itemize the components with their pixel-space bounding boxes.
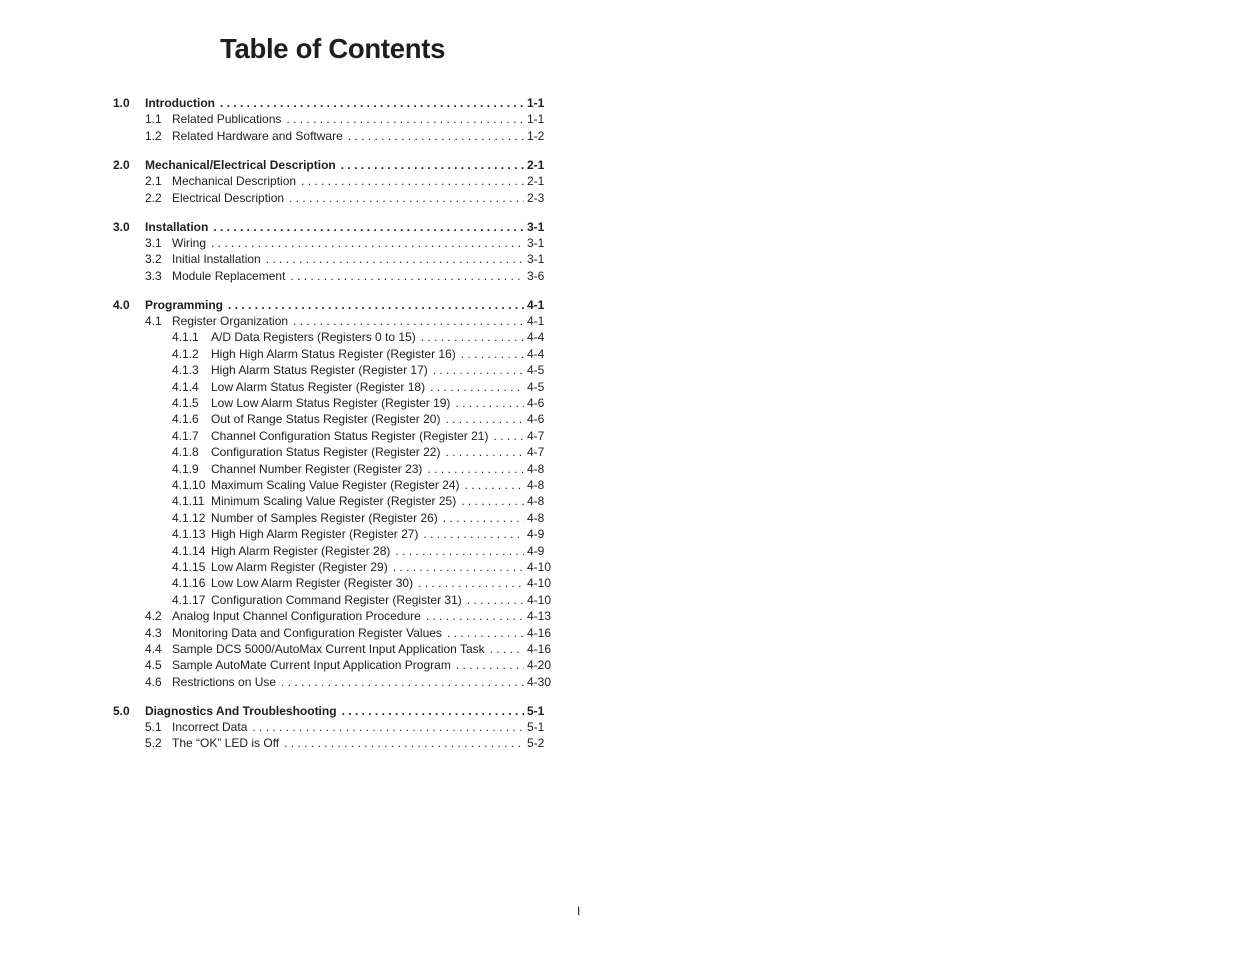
toc-subsubsection bbox=[113, 493, 553, 509]
toc-entry-number: 4.1.1 bbox=[172, 330, 199, 345]
toc-entry-page: 4-16 bbox=[527, 641, 552, 656]
toc-entry-title: Related Hardware and Software bbox=[172, 128, 343, 143]
toc-subsection bbox=[113, 235, 553, 251]
toc-subsection bbox=[113, 674, 553, 690]
toc-entry-title: Sample AutoMate Current Input Application Program bbox=[172, 658, 451, 673]
toc-subsubsection bbox=[113, 477, 553, 493]
toc-subsection bbox=[113, 719, 553, 735]
toc-leader-dots bbox=[427, 461, 524, 477]
toc-subsection bbox=[113, 641, 553, 657]
toc-entry-number: 4.1.15 bbox=[172, 559, 206, 574]
toc-entry-page: 4-10 bbox=[527, 576, 552, 591]
toc-entry-page: 4-1 bbox=[527, 314, 545, 329]
toc-section bbox=[113, 703, 553, 752]
toc-entry-number: 1.2 bbox=[145, 128, 162, 143]
toc-entry-title: Minimum Scaling Value Register (Register 25) bbox=[211, 494, 457, 509]
toc-entry-page: 2-1 bbox=[527, 157, 545, 172]
toc-leader-dots bbox=[455, 395, 524, 411]
toc-entry-title: Mechanical Description bbox=[172, 174, 297, 189]
toc-entry-number: 1.0 bbox=[113, 96, 130, 110]
toc-entry-page: 4-8 bbox=[527, 494, 545, 509]
toc-entry-page: 1-2 bbox=[527, 128, 545, 143]
toc-section-heading bbox=[113, 297, 553, 313]
toc-entry-number: 4.1.17 bbox=[172, 592, 206, 607]
toc-entry-page: 5-1 bbox=[527, 720, 545, 735]
toc-section bbox=[113, 297, 553, 690]
toc-entry-title: Monitoring Data and Configuration Register Values bbox=[172, 625, 442, 640]
toc-entry-number: 3.3 bbox=[145, 268, 162, 283]
page-number: I bbox=[577, 904, 581, 918]
toc-leader-dots bbox=[393, 559, 524, 575]
toc-subsection bbox=[113, 735, 553, 751]
toc-subsection bbox=[113, 173, 553, 189]
toc-leader-dots bbox=[293, 313, 524, 329]
toc-leader-dots bbox=[467, 592, 524, 608]
toc-subsection bbox=[113, 625, 553, 641]
toc-leader-dots bbox=[418, 575, 524, 591]
toc-entry-number: 2.2 bbox=[145, 190, 162, 205]
toc-section-heading bbox=[113, 157, 553, 173]
toc-entry-number: 4.1.12 bbox=[172, 510, 206, 525]
toc-entry-number: 4.5 bbox=[145, 658, 162, 673]
toc-entry-page: 4-4 bbox=[527, 346, 545, 361]
toc-entry-number: 4.1.9 bbox=[172, 461, 199, 476]
toc-subsubsection bbox=[113, 379, 553, 395]
toc-subsection bbox=[113, 608, 553, 624]
toc-entry-title: High High Alarm Register (Register 27) bbox=[211, 527, 419, 542]
toc-entry-number: 4.1.13 bbox=[172, 527, 206, 542]
toc-entry-number: 2.1 bbox=[145, 174, 162, 189]
toc-leader-dots bbox=[348, 128, 524, 144]
toc-leader-dots bbox=[433, 362, 524, 378]
toc-subsection bbox=[113, 313, 553, 329]
toc-leader-dots bbox=[281, 674, 524, 690]
toc-entry-page: 5-1 bbox=[527, 703, 545, 718]
toc-leader-dots bbox=[421, 329, 524, 345]
toc-entry-title: Low Low Alarm Status Register (Register 19) bbox=[211, 396, 451, 411]
toc-leader-dots bbox=[443, 510, 524, 526]
toc-entry-title: Number of Samples Register (Register 26) bbox=[211, 510, 438, 525]
toc-entry-title: Channel Number Register (Register 23) bbox=[211, 461, 423, 476]
toc-entry-page: 3-1 bbox=[527, 219, 545, 234]
toc-entry-page: 4-8 bbox=[527, 477, 545, 492]
toc-entry-title: Mechanical/Electrical Description bbox=[145, 157, 336, 172]
toc-leader-dots bbox=[426, 608, 524, 624]
toc-entry-page: 4-13 bbox=[527, 609, 552, 624]
toc-subsection bbox=[113, 128, 553, 144]
toc-subsubsection bbox=[113, 411, 553, 427]
toc-subsubsection bbox=[113, 395, 553, 411]
toc-entry-page: 4-10 bbox=[527, 559, 552, 574]
toc-leader-dots bbox=[430, 379, 524, 395]
toc-entry-page: 4-10 bbox=[527, 592, 552, 607]
toc-leader-dots bbox=[286, 111, 524, 127]
toc-leader-dots bbox=[228, 297, 524, 313]
toc-entry-number: 4.1.11 bbox=[172, 494, 205, 509]
toc-subsubsection bbox=[113, 510, 553, 526]
toc-entry-number: 4.1.4 bbox=[172, 379, 199, 394]
toc-leader-dots bbox=[456, 657, 524, 673]
toc-entry-title: High High Alarm Status Register (Register 16) bbox=[211, 346, 456, 361]
toc-entry-title: Module Replacement bbox=[172, 268, 286, 283]
toc-entry-page: 3-6 bbox=[527, 268, 545, 283]
toc-entry-title: High Alarm Register (Register 28) bbox=[211, 543, 391, 558]
toc-entry-title: Out of Range Status Register (Register 20) bbox=[211, 412, 441, 427]
toc-entry-page: 4-5 bbox=[527, 363, 545, 378]
toc-leader-dots bbox=[284, 735, 524, 751]
toc-entry-page: 4-7 bbox=[527, 445, 545, 460]
toc-entry-page: 4-9 bbox=[527, 527, 545, 542]
toc-subsection bbox=[113, 268, 553, 284]
toc-leader-dots bbox=[490, 641, 524, 657]
toc-entry-number: 4.6 bbox=[145, 674, 162, 689]
toc-section-heading bbox=[113, 95, 553, 111]
toc-entry-title: Low Low Alarm Register (Register 30) bbox=[211, 576, 414, 591]
toc-leader-dots bbox=[220, 95, 524, 111]
toc-entry-title: Configuration Command Register (Register 31) bbox=[211, 592, 462, 607]
toc-entry-title: Electrical Description bbox=[172, 190, 285, 205]
toc-subsection bbox=[113, 657, 553, 673]
toc-entry-title: Maximum Scaling Value Register (Register 24) bbox=[211, 477, 460, 492]
toc-leader-dots bbox=[211, 235, 524, 251]
toc-entry-page: 4-7 bbox=[527, 428, 545, 443]
toc-entry-title: Initial Installation bbox=[172, 252, 261, 267]
toc-leader-dots bbox=[461, 493, 524, 509]
toc-entry-title: Analog Input Channel Configuration Procedure bbox=[172, 609, 421, 624]
toc-leader-dots bbox=[445, 444, 524, 460]
toc-section-heading bbox=[113, 219, 553, 235]
toc-entry-page: 4-16 bbox=[527, 625, 552, 640]
toc-entry-page: 4-5 bbox=[527, 379, 545, 394]
toc-entry-number: 4.3 bbox=[145, 625, 162, 640]
toc-leader-dots bbox=[447, 625, 524, 641]
toc-entry-number: 4.1.8 bbox=[172, 445, 199, 460]
toc-subsubsection bbox=[113, 362, 553, 378]
toc-entry-number: 4.1.14 bbox=[172, 543, 206, 558]
toc-entry-number: 4.2 bbox=[145, 609, 162, 624]
toc-subsubsection bbox=[113, 428, 553, 444]
toc-entry-page: 1-1 bbox=[527, 96, 545, 110]
toc-section bbox=[113, 157, 553, 206]
toc-entry-title: Installation bbox=[145, 219, 209, 234]
toc-entry-number: 4.1.5 bbox=[172, 396, 199, 411]
toc-entry-title: Incorrect Data bbox=[172, 720, 248, 735]
toc-entry-title: Low Alarm Register (Register 29) bbox=[211, 559, 388, 574]
toc-entry-number: 4.1.7 bbox=[172, 428, 199, 443]
toc-subsubsection bbox=[113, 543, 553, 559]
toc-entry-page: 1-1 bbox=[527, 112, 545, 127]
toc-entry-page: 4-6 bbox=[527, 412, 545, 427]
toc-entry-number: 5.1 bbox=[145, 720, 162, 735]
toc-subsubsection bbox=[113, 444, 553, 460]
toc-entry-title: Wiring bbox=[172, 235, 207, 250]
toc-entry-page: 2-3 bbox=[527, 190, 545, 205]
toc-entry-title: Programming bbox=[145, 297, 224, 312]
toc-subsubsection bbox=[113, 592, 553, 608]
toc-entry-number: 4.1.3 bbox=[172, 363, 199, 378]
toc-leader-dots bbox=[423, 526, 524, 542]
toc-leader-dots bbox=[341, 157, 524, 173]
toc-leader-dots bbox=[461, 346, 524, 362]
toc-subsection bbox=[113, 251, 553, 267]
toc-entry-title: A/D Data Registers (Registers 0 to 15) bbox=[211, 330, 416, 345]
toc-entry-title: High Alarm Status Register (Register 17) bbox=[211, 363, 428, 378]
toc-entry-page: 4-20 bbox=[527, 658, 552, 673]
toc-entry-page: 4-30 bbox=[527, 674, 552, 689]
toc-subsection bbox=[113, 111, 553, 127]
toc-entry-number: 4.4 bbox=[145, 641, 162, 656]
toc-subsubsection bbox=[113, 526, 553, 542]
toc-entry-number: 2.0 bbox=[113, 157, 130, 172]
toc-leader-dots bbox=[252, 719, 524, 735]
toc-section-heading bbox=[113, 703, 553, 719]
toc-entry-title: Channel Configuration Status Register (Register 21) bbox=[211, 428, 489, 443]
toc-leader-dots bbox=[213, 219, 524, 235]
toc-entry-page: 4-8 bbox=[527, 510, 545, 525]
table-of-contents bbox=[113, 95, 553, 764]
toc-entry-title: Low Alarm Status Register (Register 18) bbox=[211, 379, 426, 394]
toc-entry-number: 4.1.16 bbox=[172, 576, 206, 591]
toc-entry-number: 4.1.2 bbox=[172, 346, 199, 361]
toc-subsubsection bbox=[113, 329, 553, 345]
toc-entry-number: 4.1 bbox=[145, 314, 162, 329]
toc-entry-title: Diagnostics And Troubleshooting bbox=[145, 703, 337, 718]
toc-section bbox=[113, 219, 553, 285]
toc-entry-page: 3-1 bbox=[527, 252, 545, 267]
toc-entry-number: 4.0 bbox=[113, 297, 130, 312]
toc-entry-number: 3.0 bbox=[113, 219, 130, 234]
toc-entry-page: 4-8 bbox=[527, 461, 545, 476]
toc-leader-dots bbox=[342, 703, 524, 719]
toc-entry-title: Register Organization bbox=[172, 314, 289, 329]
toc-entry-number: 4.1.6 bbox=[172, 412, 199, 427]
toc-entry-page: 4-1 bbox=[527, 297, 545, 312]
toc-entry-title: Sample DCS 5000/AutoMax Current Input Application Task bbox=[172, 641, 485, 656]
toc-entry-title: Introduction bbox=[145, 96, 215, 110]
toc-entry-number: 1.1 bbox=[145, 112, 162, 127]
toc-entry-number: 3.1 bbox=[145, 235, 162, 250]
toc-subsubsection bbox=[113, 575, 553, 591]
toc-entry-page: 2-1 bbox=[527, 174, 545, 189]
toc-entry-title: Restrictions on Use bbox=[172, 674, 277, 689]
toc-entry-title: Configuration Status Register (Register 22) bbox=[211, 445, 441, 460]
toc-subsection bbox=[113, 190, 553, 206]
toc-entry-page: 4-4 bbox=[527, 330, 545, 345]
toc-entry-page: 4-9 bbox=[527, 543, 545, 558]
toc-subsubsection bbox=[113, 461, 553, 477]
toc-leader-dots bbox=[266, 251, 524, 267]
page-title: Table of Contents bbox=[220, 33, 446, 64]
toc-entry-page: 4-6 bbox=[527, 396, 545, 411]
toc-entry-number: 3.2 bbox=[145, 252, 162, 267]
toc-entry-title: Related Publications bbox=[172, 112, 282, 127]
toc-leader-dots bbox=[445, 411, 524, 427]
toc-leader-dots bbox=[301, 173, 524, 189]
toc-leader-dots bbox=[493, 428, 524, 444]
toc-entry-page: 5-2 bbox=[527, 736, 545, 751]
toc-leader-dots bbox=[465, 477, 524, 493]
toc-leader-dots bbox=[290, 268, 524, 284]
toc-leader-dots bbox=[395, 543, 524, 559]
toc-section bbox=[113, 95, 553, 144]
toc-entry-number: 4.1.10 bbox=[172, 477, 206, 492]
toc-entry-page: 3-1 bbox=[527, 235, 545, 250]
toc-subsubsection bbox=[113, 559, 553, 575]
toc-subsubsection bbox=[113, 346, 553, 362]
toc-entry-title: The “OK” LED is Off bbox=[172, 736, 280, 751]
toc-leader-dots bbox=[289, 190, 524, 206]
toc-entry-number: 5.2 bbox=[145, 736, 162, 751]
toc-entry-number: 5.0 bbox=[113, 703, 130, 718]
